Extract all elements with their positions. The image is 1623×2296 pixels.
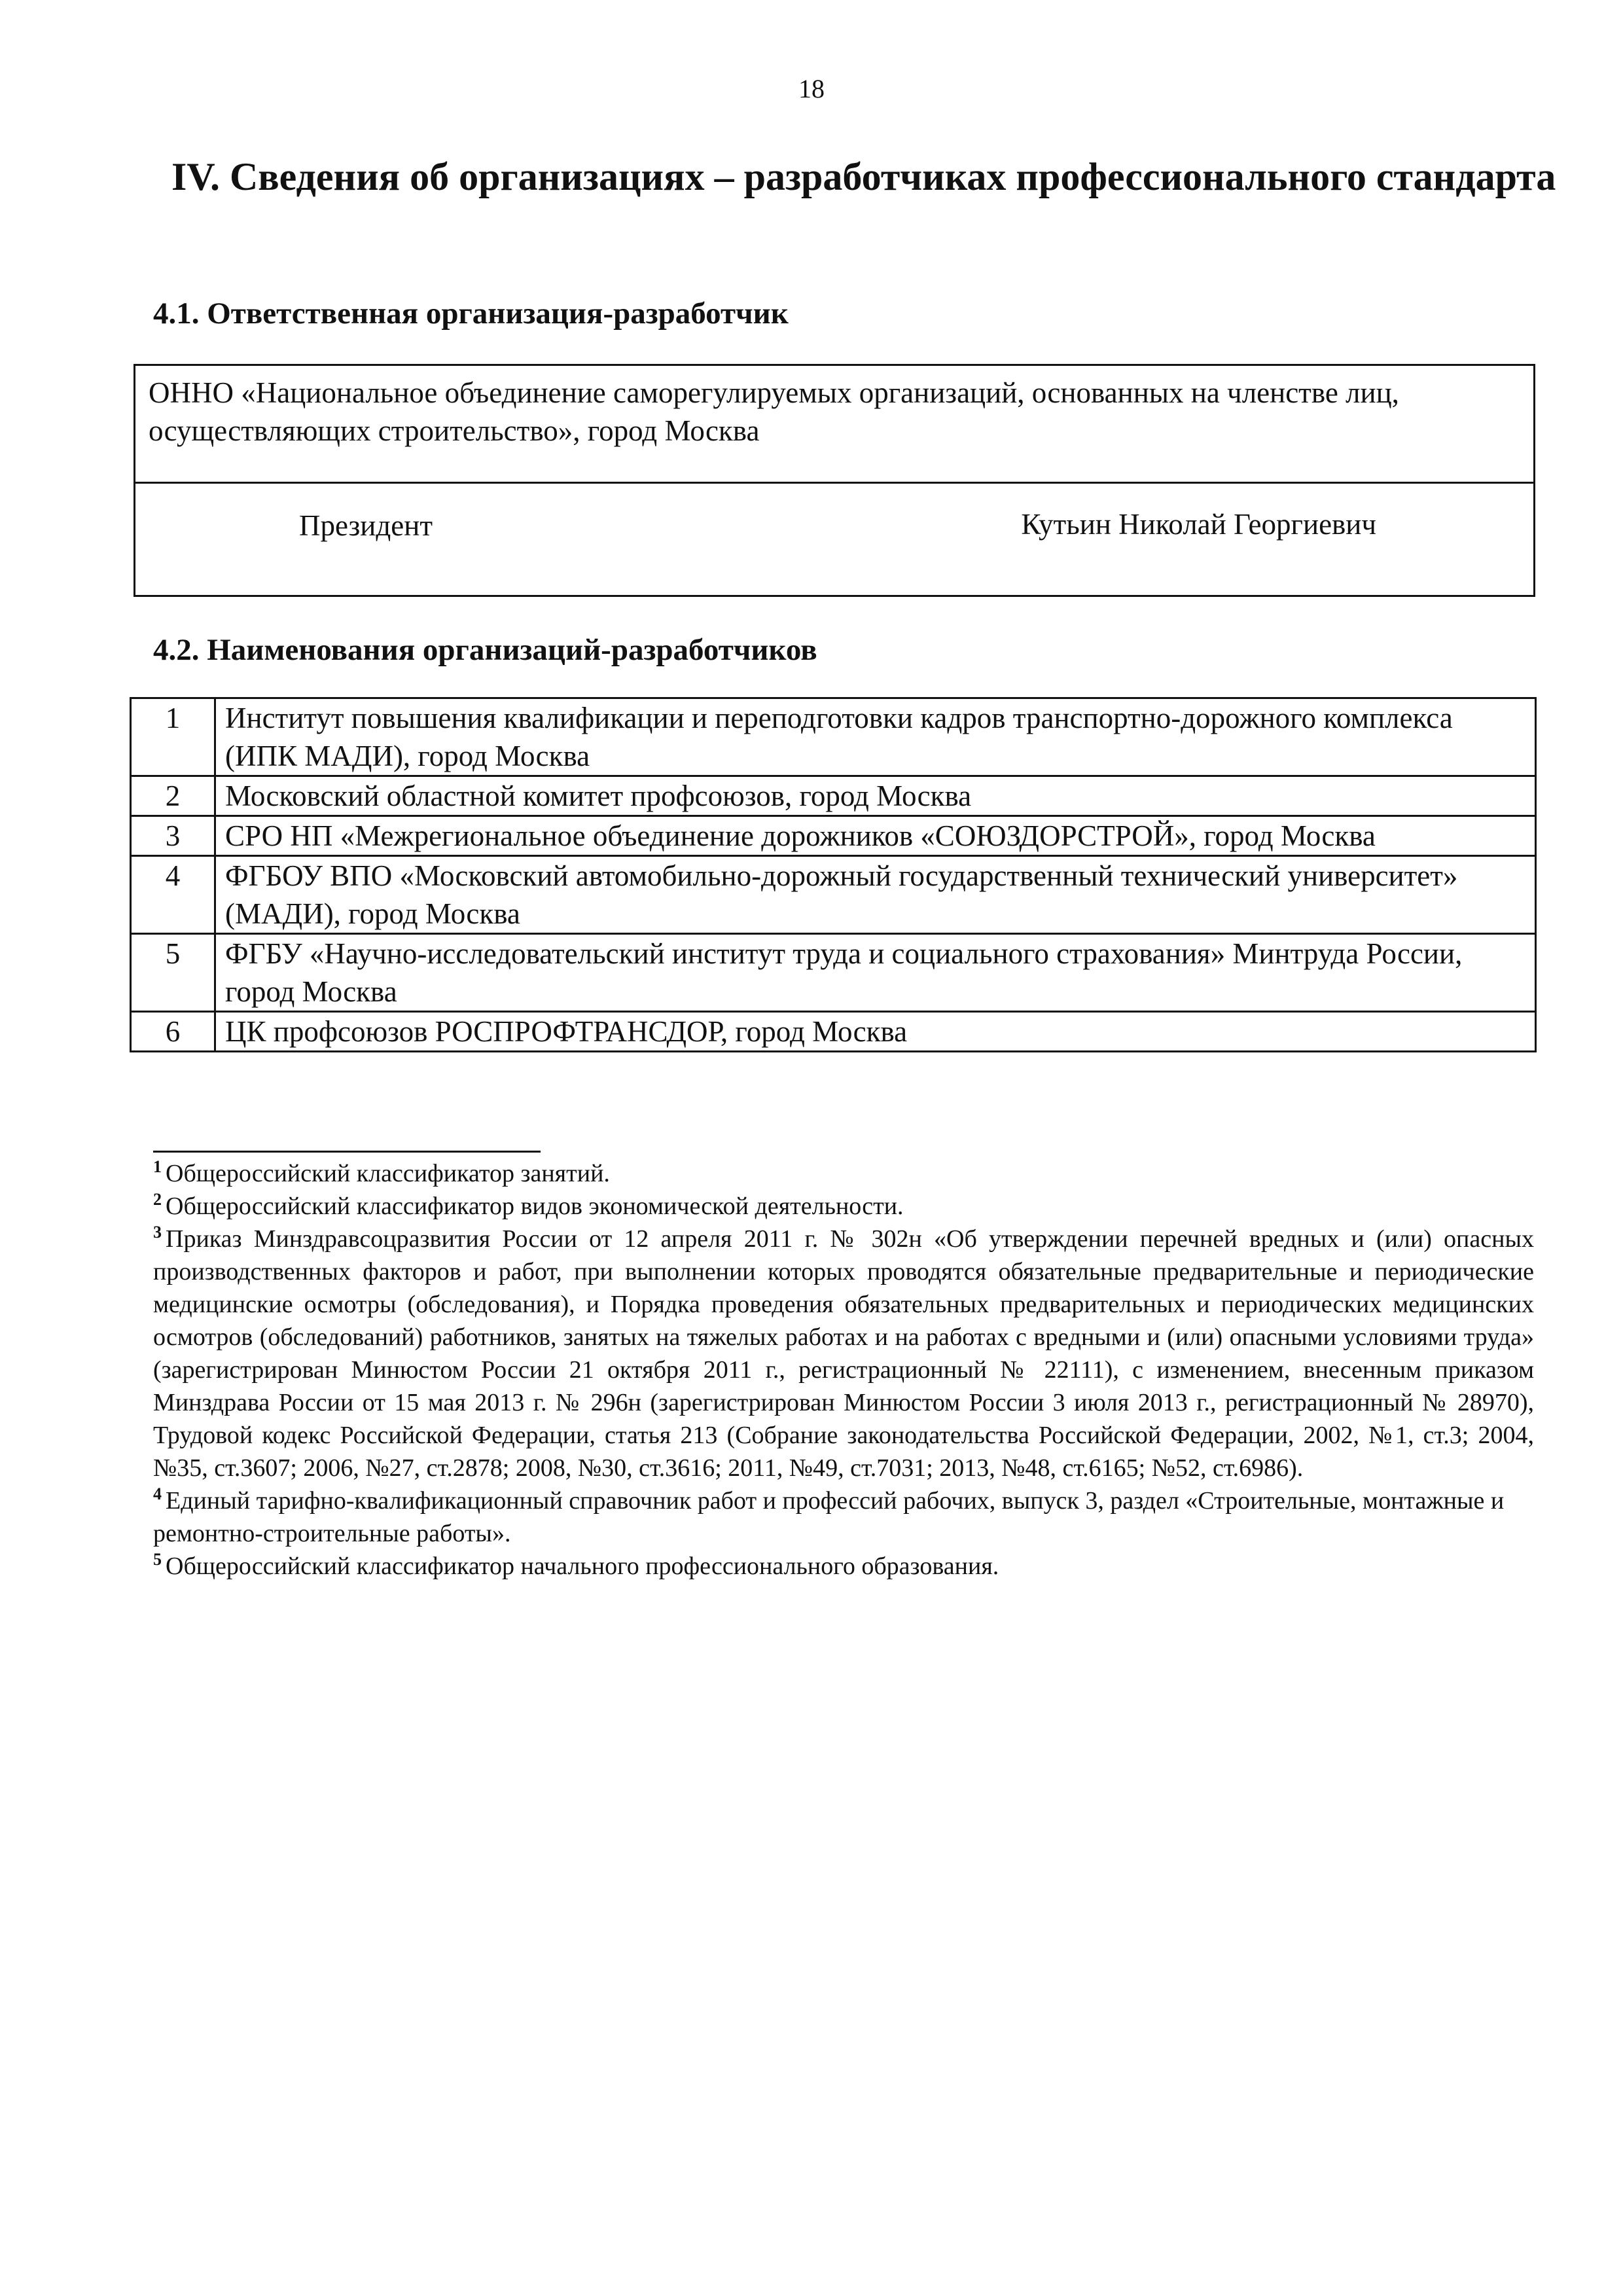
page-number: 18: [798, 74, 825, 103]
table-row: [131, 934, 1536, 1012]
footnote-mark: 3: [153, 1223, 162, 1242]
organization-name: ФГБОУ ВПО «Московский автомобильно-дорожный государственный технический университет» (МАДИ), город Москва: [215, 856, 1536, 934]
row-number: 4: [131, 856, 215, 934]
footnote-text: Общероссийский классификатор занятий.: [166, 1160, 610, 1187]
footnote-text: Единый тарифно-квалификационный справочник работ и профессий рабочих, выпуск 3, раздел «Строительные, монтажные и ремонтно-строительные работы».: [153, 1487, 1505, 1547]
table-row: [131, 856, 1536, 934]
footnote-1: [153, 1157, 1534, 1190]
organization-name: Институт повышения квалификации и переподготовки кадров транспортно-дорожного комплекса (ИПК МАДИ), город Москва: [215, 698, 1536, 776]
footnote-text: Приказ Минздравсоцразвития России от 12 апреля 2011 г. № 302н «Об утверждении перечней вредных и (или) опасных производственных факторов и работ, при выполнении которых проводятся обязательные предварительные и периодические медицинские осмотры (обследования), и Порядка проведения обязательных предварительных и периодических медицинских осмотров (обследований) работников, занятых на тяжелых работах и на работах с вредными и (или) опасными условиями труда» (зарегистрирован Минюстом России 21 октября 2011 г., регистрационный № 22111), с изменением, внесенным приказом Минздрава России от 15 мая 2013 г. № 296н (зарегистрирован Минюстом России 3 июля 2013 г., регистрационный № 28970), Трудовой кодекс Российской Федерации, статья 213 (Собрание законодательства Российской Федерации, 2002, №1, ст.3; 2004, №35, ст.3607; 2006, №27, ст.2878; 2008, №30, ст.3616; 2011, №49, ст.7031; 2013, №48, ст.6165; №52, ст.6986).: [153, 1225, 1534, 1482]
responsible-organization-box: [134, 364, 1535, 597]
footnote-mark: 4: [153, 1484, 162, 1503]
section-title: IV. Сведения об организациях – разработчиках профессионального стандарта: [171, 155, 1556, 198]
row-number: 6: [131, 1012, 215, 1052]
organization-name: СРО НП «Межрегиональное объединение дорожников «СОЮЗДОРСТРОЙ», город Москва: [215, 816, 1536, 856]
responsible-person: Кутьин Николай Георгиевич: [1021, 508, 1376, 541]
responsible-organization-name: ОННО «Национальное объединение саморегулируемых организаций, основанных на членстве лиц, осуществляющих строительство», город Москва: [135, 366, 1533, 484]
responsible-heading: 4.1. Ответственная организация-разработчик: [153, 296, 789, 331]
footnotes: [153, 1157, 1534, 1583]
footnote-mark: 2: [153, 1190, 162, 1209]
footnote-2: [153, 1190, 1534, 1223]
row-number: 3: [131, 816, 215, 856]
developers-table: [130, 697, 1537, 1052]
table-row: [131, 776, 1536, 816]
footnote-3: [153, 1223, 1534, 1484]
table-row: [131, 1012, 1536, 1052]
organization-name: Московский областной комитет профсоюзов, город Москва: [215, 776, 1536, 816]
organization-name: ФГБУ «Научно-исследовательский институт труда и социального страхования» Минтруда России, город Москва: [215, 934, 1536, 1012]
footnote-4: [153, 1484, 1534, 1550]
responsible-role: Президент: [299, 509, 433, 542]
footnote-mark: 1: [153, 1157, 162, 1176]
footnote-text: Общероссийский классификатор видов экономической деятельности.: [166, 1193, 904, 1220]
row-number: 2: [131, 776, 215, 816]
footnote-5: [153, 1550, 1534, 1583]
developers-heading: 4.2. Наименования организаций-разработчиков: [153, 633, 817, 667]
footnote-text: Общероссийский классификатор начального профессионального образования.: [166, 1552, 999, 1580]
row-number: 1: [131, 698, 215, 776]
row-number: 5: [131, 934, 215, 1012]
footnote-separator: [153, 1151, 541, 1153]
footnote-mark: 5: [153, 1550, 162, 1569]
organization-name: ЦК профсоюзов РОСПРОФТРАНСДОР, город Москва: [215, 1012, 1536, 1052]
table-row: [131, 816, 1536, 856]
table-row: [131, 698, 1536, 776]
